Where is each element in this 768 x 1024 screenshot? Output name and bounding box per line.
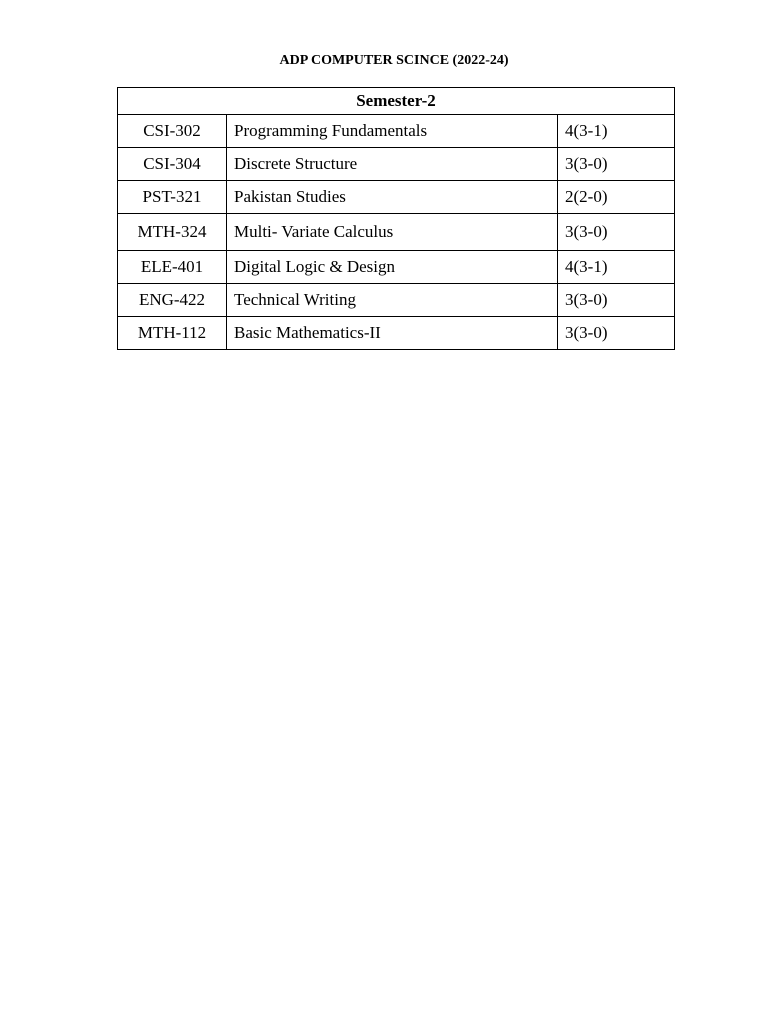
course-name: Technical Writing (227, 284, 558, 317)
course-name: Multi- Variate Calculus (227, 214, 558, 251)
table-row (118, 181, 675, 214)
course-table (117, 87, 675, 350)
course-credits: 2(2-0) (558, 181, 675, 214)
table-row (118, 214, 675, 251)
table-row (118, 148, 675, 181)
course-credits: 4(3-1) (558, 115, 675, 148)
table-row (118, 284, 675, 317)
course-code: CSI-304 (118, 148, 227, 181)
course-credits: 4(3-1) (558, 251, 675, 284)
table-row (118, 317, 675, 350)
semester-header-row (118, 88, 675, 115)
table-row (118, 251, 675, 284)
course-name: Basic Mathematics-II (227, 317, 558, 350)
course-credits: 3(3-0) (558, 148, 675, 181)
course-name: Pakistan Studies (227, 181, 558, 214)
course-code: PST-321 (118, 181, 227, 214)
document-title: ADP COMPUTER SCINCE (2022-24) (279, 53, 509, 68)
semester-label: Semester-2 (118, 88, 675, 115)
course-credits: 3(3-0) (558, 317, 675, 350)
course-name: Digital Logic & Design (227, 251, 558, 284)
course-name: Discrete Structure (227, 148, 558, 181)
course-code: CSI-302 (118, 115, 227, 148)
course-code: MTH-324 (118, 214, 227, 251)
course-code: ENG-422 (118, 284, 227, 317)
course-credits: 3(3-0) (558, 284, 675, 317)
course-code: ELE-401 (118, 251, 227, 284)
course-code: MTH-112 (118, 317, 227, 350)
table-row (118, 115, 675, 148)
course-credits: 3(3-0) (558, 214, 675, 251)
course-name: Programming Fundamentals (227, 115, 558, 148)
